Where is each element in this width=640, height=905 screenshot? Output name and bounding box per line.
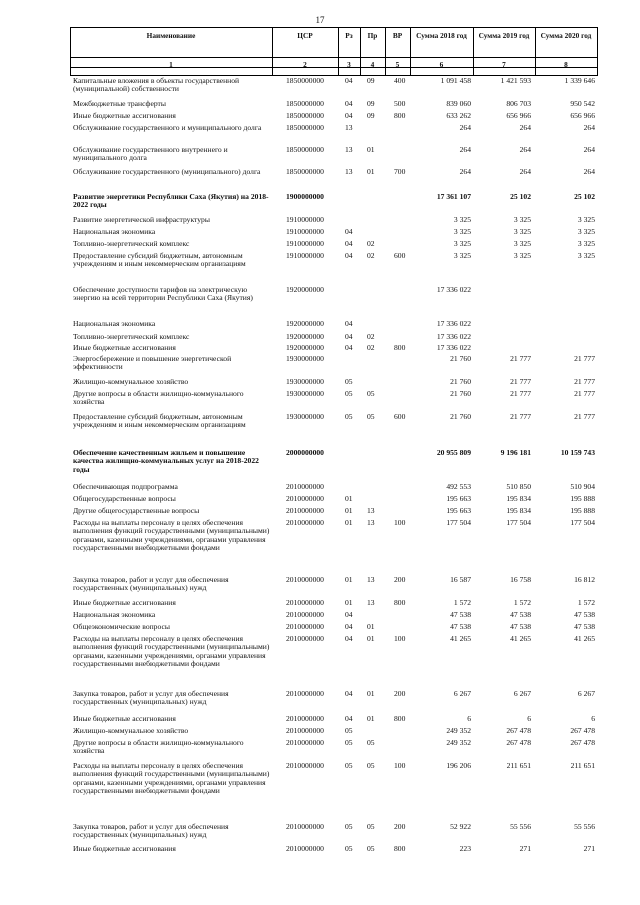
row-csr: 1920000000 — [286, 319, 324, 328]
header-num-6: 6 — [439, 60, 444, 69]
row-rz: 01 — [345, 506, 353, 515]
row-rz: 13 — [345, 123, 353, 132]
row-sum-2019: 9 196 181 — [500, 448, 531, 457]
row-sum-2020: 21 777 — [574, 354, 595, 363]
row-sum-2018: 264 — [459, 123, 471, 132]
row-sum-2019: 25 102 — [510, 192, 531, 201]
header-sum-2020: Сумма 2020 год — [540, 31, 592, 40]
row-rz: 04 — [345, 251, 353, 260]
row-sum-2019: 55 556 — [510, 822, 531, 831]
row-pr: 13 — [367, 575, 375, 584]
row-csr: 1850000000 — [286, 167, 324, 176]
row-sum-2018: 17 336 022 — [436, 285, 471, 294]
row-sum-2019: 21 777 — [510, 412, 531, 421]
row-sum-2020: 195 888 — [570, 506, 595, 515]
row-rz: 05 — [345, 377, 353, 386]
row-sum-2019: 16 758 — [510, 575, 531, 584]
row-sum-2019: 41 265 — [510, 634, 531, 643]
row-vr: 800 — [394, 598, 406, 607]
row-sum-2019: 264 — [519, 145, 531, 154]
row-csr: 1850000000 — [286, 111, 324, 120]
row-sum-2018: 20 955 809 — [436, 448, 471, 457]
row-sum-2018: 3 325 — [453, 227, 471, 236]
header-sum-2018: Сумма 2018 год — [416, 31, 467, 40]
header-num-4: 4 — [370, 60, 375, 69]
row-sum-2020: 10 159 743 — [560, 448, 595, 457]
row-csr: 1930000000 — [286, 412, 324, 421]
row-name: Развитие энергетической инфраструктуры — [73, 215, 210, 224]
row-sum-2019: 177 504 — [506, 518, 531, 527]
row-csr: 2010000000 — [286, 494, 324, 503]
row-csr: 2010000000 — [286, 482, 324, 491]
row-csr: 2010000000 — [286, 598, 324, 607]
row-sum-2020: 211 651 — [570, 761, 595, 770]
row-sum-2020: 510 904 — [570, 482, 595, 491]
header-num-7: 7 — [502, 60, 506, 69]
row-sum-2018: 47 538 — [450, 622, 471, 631]
row-csr: 1920000000 — [286, 332, 324, 341]
row-name: Энергосбережение и повышение энергетической эффективности — [73, 354, 232, 372]
row-csr: 1930000000 — [286, 389, 324, 398]
row-name: Национальная экономика — [73, 227, 156, 236]
row-sum-2020: 264 — [583, 123, 595, 132]
row-sum-2020: 3 325 — [577, 239, 595, 248]
row-sum-2018: 3 325 — [453, 215, 471, 224]
row-sum-2018: 195 663 — [446, 506, 471, 515]
row-pr: 13 — [367, 506, 375, 515]
row-rz: 04 — [345, 332, 353, 341]
row-vr: 600 — [394, 412, 406, 421]
row-sum-2020: 25 102 — [574, 192, 595, 201]
row-rz: 13 — [345, 167, 353, 176]
row-sum-2019: 267 478 — [506, 726, 531, 735]
row-vr: 800 — [394, 343, 406, 352]
row-pr: 01 — [367, 714, 375, 723]
row-sum-2019: 1 421 593 — [500, 76, 531, 85]
row-pr: 02 — [367, 332, 375, 341]
row-name: Другие общегосударственные вопросы — [73, 506, 200, 515]
row-pr: 02 — [367, 251, 375, 260]
row-sum-2018: 47 538 — [450, 610, 471, 619]
table-header — [70, 27, 598, 76]
row-pr: 09 — [367, 99, 375, 108]
row-sum-2019: 3 325 — [513, 227, 531, 236]
page-number: 17 — [315, 15, 325, 25]
row-pr: 05 — [367, 412, 375, 421]
row-pr: 13 — [367, 598, 375, 607]
row-sum-2020: 21 777 — [574, 412, 595, 421]
row-sum-2018: 21 760 — [450, 389, 471, 398]
row-sum-2018: 17 361 107 — [436, 192, 471, 201]
row-sum-2019: 195 834 — [506, 506, 531, 515]
row-sum-2020: 3 325 — [577, 251, 595, 260]
row-vr: 200 — [394, 689, 406, 698]
row-sum-2019: 21 777 — [510, 377, 531, 386]
row-rz: 05 — [345, 389, 353, 398]
row-sum-2020: 3 325 — [577, 215, 595, 224]
row-rz: 01 — [345, 494, 353, 503]
row-rz: 05 — [345, 412, 353, 421]
header-num-3: 3 — [347, 60, 351, 69]
row-rz: 04 — [345, 714, 353, 723]
row-sum-2018: 17 336 022 — [436, 319, 471, 328]
row-name: Расходы на выплаты персоналу в целях обеспечения выполнения функций государственными (муниципальными) органами, казенными учреждениями, органами управления государственными внебюджетными фондами — [73, 518, 270, 553]
row-rz: 05 — [345, 822, 353, 831]
row-sum-2019: 3 325 — [513, 215, 531, 224]
row-sum-2019: 264 — [519, 123, 531, 132]
row-sum-2018: 21 760 — [450, 412, 471, 421]
row-pr: 09 — [367, 76, 375, 85]
row-rz: 13 — [345, 145, 353, 154]
row-pr: 05 — [367, 822, 375, 831]
header-num-1: 1 — [169, 60, 173, 69]
header-rz: Рз — [345, 31, 353, 40]
row-pr: 01 — [367, 167, 375, 176]
row-name: Обеспечивающая подпрограмма — [73, 482, 178, 491]
row-rz: 04 — [345, 111, 353, 120]
row-rz: 04 — [345, 634, 353, 643]
row-sum-2018: 223 — [459, 844, 471, 853]
row-rz: 01 — [345, 575, 353, 584]
row-csr: 2010000000 — [286, 726, 324, 735]
row-sum-2019: 806 703 — [506, 99, 531, 108]
header-num-2: 2 — [303, 60, 307, 69]
row-vr: 100 — [394, 518, 406, 527]
row-rz: 04 — [345, 343, 353, 352]
row-sum-2019: 21 777 — [510, 389, 531, 398]
row-sum-2019: 3 325 — [513, 251, 531, 260]
row-sum-2020: 6 267 — [577, 689, 595, 698]
row-name: Межбюджетные трансферты — [73, 99, 166, 108]
row-csr: 2010000000 — [286, 689, 324, 698]
row-csr: 2010000000 — [286, 610, 324, 619]
row-pr: 13 — [367, 518, 375, 527]
row-csr: 2010000000 — [286, 714, 324, 723]
row-sum-2020: 1 572 — [577, 598, 595, 607]
row-vr: 800 — [394, 844, 406, 853]
row-name: Расходы на выплаты персоналу в целях обеспечения выполнения функций государственными (муниципальными) органами, казенными учреждениями, органами управления государственными внебюджетными фондами — [73, 634, 270, 669]
row-csr: 1900000000 — [286, 192, 324, 201]
row-name: Обеспечение качественным жильем и повышение качества жилищно-коммунальных услуг на 2018-2022 годы — [73, 448, 259, 474]
row-sum-2018: 249 352 — [446, 738, 471, 747]
row-sum-2018: 41 265 — [450, 634, 471, 643]
row-rz: 05 — [345, 726, 353, 735]
row-rz: 04 — [345, 622, 353, 631]
row-csr: 2010000000 — [286, 622, 324, 631]
row-vr: 100 — [394, 634, 406, 643]
row-csr: 2010000000 — [286, 506, 324, 515]
row-pr: 01 — [367, 634, 375, 643]
row-name: Иные бюджетные ассигнования — [73, 598, 176, 607]
row-sum-2020: 41 265 — [574, 634, 595, 643]
header-name: Наименование — [146, 31, 196, 40]
row-sum-2020: 656 966 — [570, 111, 595, 120]
row-name: Жилищно-коммунальное хозяйство — [73, 377, 189, 386]
row-sum-2020: 55 556 — [574, 822, 595, 831]
header-num-5: 5 — [395, 60, 400, 69]
row-sum-2018: 196 206 — [446, 761, 471, 770]
row-sum-2020: 1 339 646 — [564, 76, 595, 85]
row-csr: 1910000000 — [286, 251, 324, 260]
row-csr: 1910000000 — [286, 215, 324, 224]
row-pr: 05 — [367, 389, 375, 398]
row-rz: 04 — [345, 227, 353, 236]
row-pr: 02 — [367, 343, 375, 352]
row-sum-2018: 177 504 — [446, 518, 471, 527]
row-sum-2018: 21 760 — [450, 354, 471, 363]
row-vr: 200 — [394, 822, 406, 831]
row-name: Обеспечение доступности тарифов на электрическую энергию на всей территории Республики Саха (Якутия) — [73, 285, 253, 303]
row-sum-2020: 267 478 — [570, 726, 595, 735]
row-name: Развитие энергетики Республики Саха (Якутия) на 2018-2022 годы — [73, 192, 269, 210]
row-sum-2019: 6 — [527, 714, 531, 723]
row-sum-2020: 195 888 — [570, 494, 595, 503]
row-sum-2018: 6 — [467, 714, 471, 723]
row-pr: 01 — [367, 145, 375, 154]
row-rz: 05 — [345, 738, 353, 747]
row-name: Капитальные вложения в объекты государственной (муниципальной) собственности — [73, 76, 240, 94]
row-rz: 04 — [345, 76, 353, 85]
header-vr: ВР — [392, 31, 403, 40]
header-csr: ЦСР — [297, 31, 313, 40]
row-sum-2018: 3 325 — [453, 239, 471, 248]
header-num-8: 8 — [564, 60, 568, 69]
row-vr: 800 — [394, 714, 406, 723]
row-csr: 1920000000 — [286, 285, 324, 294]
row-sum-2018: 1 572 — [453, 598, 471, 607]
row-sum-2020: 16 812 — [574, 575, 595, 584]
row-rz: 04 — [345, 239, 353, 248]
row-sum-2020: 177 504 — [570, 518, 595, 527]
row-sum-2018: 3 325 — [453, 251, 471, 260]
row-csr: 2010000000 — [286, 518, 324, 527]
row-rz: 01 — [345, 518, 353, 527]
row-csr: 1910000000 — [286, 227, 324, 236]
row-csr: 2000000000 — [286, 448, 324, 457]
row-name: Закупка товаров, работ и услуг для обеспечения государственных (муниципальных) нужд — [73, 689, 229, 707]
row-name: Жилищно-коммунальное хозяйство — [73, 726, 189, 735]
row-sum-2019: 47 538 — [510, 610, 531, 619]
row-name: Национальная экономика — [73, 610, 156, 619]
row-name: Предоставление субсидий бюджетным, автономным учреждениям и иным некоммерческим организациям — [73, 251, 246, 269]
row-name: Закупка товаров, работ и услуг для обеспечения государственных (муниципальных) нужд — [73, 822, 229, 840]
row-sum-2018: 264 — [459, 145, 471, 154]
row-sum-2020: 47 538 — [574, 610, 595, 619]
row-name: Иные бюджетные ассигнования — [73, 343, 176, 352]
row-csr: 2010000000 — [286, 738, 324, 747]
row-sum-2018: 17 336 022 — [436, 332, 471, 341]
row-vr: 400 — [394, 76, 406, 85]
row-sum-2018: 249 352 — [446, 726, 471, 735]
row-sum-2020: 264 — [583, 145, 595, 154]
row-name: Общеэкономические вопросы — [73, 622, 170, 631]
row-vr: 700 — [394, 167, 406, 176]
row-sum-2020: 21 777 — [574, 389, 595, 398]
header-pr: Пр — [367, 31, 378, 40]
row-sum-2018: 52 922 — [450, 822, 471, 831]
row-csr: 2010000000 — [286, 634, 324, 643]
row-name: Обслуживание государственного внутреннего и муниципального долга — [73, 145, 228, 163]
row-sum-2020: 3 325 — [577, 227, 595, 236]
row-name: Иные бюджетные ассигнования — [73, 111, 176, 120]
row-sum-2019: 211 651 — [506, 761, 531, 770]
row-sum-2019: 6 267 — [513, 689, 531, 698]
row-sum-2018: 492 553 — [446, 482, 471, 491]
row-sum-2019: 510 850 — [506, 482, 531, 491]
row-csr: 1850000000 — [286, 76, 324, 85]
row-sum-2020: 6 — [591, 714, 595, 723]
row-vr: 500 — [394, 99, 406, 108]
row-rz: 04 — [345, 610, 353, 619]
row-pr: 05 — [367, 844, 375, 853]
row-sum-2020: 264 — [583, 167, 595, 176]
row-rz: 04 — [345, 319, 353, 328]
row-rz: 04 — [345, 689, 353, 698]
row-sum-2019: 47 538 — [510, 622, 531, 631]
row-rz: 05 — [345, 844, 353, 853]
row-sum-2018: 16 587 — [450, 575, 471, 584]
row-pr: 01 — [367, 622, 375, 631]
row-sum-2019: 271 — [519, 844, 531, 853]
row-sum-2020: 21 777 — [574, 377, 595, 386]
row-sum-2019: 1 572 — [513, 598, 531, 607]
row-sum-2020: 47 538 — [574, 622, 595, 631]
header-sum-2019: Сумма 2019 год — [478, 31, 530, 40]
row-name: Иные бюджетные ассигнования — [73, 844, 176, 853]
row-name: Иные бюджетные ассигнования — [73, 714, 176, 723]
row-csr: 1910000000 — [286, 239, 324, 248]
row-sum-2018: 264 — [459, 167, 471, 176]
row-sum-2020: 267 478 — [570, 738, 595, 747]
row-name: Другие вопросы в области жилищно-коммунального хозяйства — [73, 389, 244, 407]
row-csr: 2010000000 — [286, 844, 324, 853]
row-csr: 1920000000 — [286, 343, 324, 352]
row-sum-2020: 271 — [583, 844, 595, 853]
row-vr: 200 — [394, 575, 406, 584]
row-csr: 2010000000 — [286, 822, 324, 831]
row-sum-2020: 950 542 — [570, 99, 595, 108]
row-name: Национальная экономика — [73, 319, 156, 328]
row-name: Обслуживание государственного и муниципального долга — [73, 123, 262, 132]
row-sum-2018: 1 091 458 — [440, 76, 471, 85]
row-vr: 100 — [394, 761, 406, 770]
row-pr: 05 — [367, 761, 375, 770]
row-sum-2019: 195 834 — [506, 494, 531, 503]
row-csr: 1930000000 — [286, 377, 324, 386]
row-rz: 05 — [345, 761, 353, 770]
row-sum-2018: 17 336 022 — [436, 343, 471, 352]
row-name: Предоставление субсидий бюджетным, автономным учреждениям и иным некоммерческим организациям — [73, 412, 246, 430]
row-pr: 02 — [367, 239, 375, 248]
row-sum-2019: 3 325 — [513, 239, 531, 248]
row-sum-2019: 656 966 — [506, 111, 531, 120]
row-rz: 01 — [345, 598, 353, 607]
row-sum-2019: 264 — [519, 167, 531, 176]
row-sum-2019: 267 478 — [506, 738, 531, 747]
row-csr: 1850000000 — [286, 123, 324, 132]
row-name: Расходы на выплаты персоналу в целях обеспечения выполнения функций государственными (муниципальными) органами, казенными учреждениями, органами управления государственными внебюджетными фондами — [73, 761, 270, 796]
row-name: Другие вопросы в области жилищно-коммунального хозяйства — [73, 738, 244, 756]
row-name: Общегосударственные вопросы — [73, 494, 176, 503]
row-sum-2018: 6 267 — [453, 689, 471, 698]
row-sum-2018: 633 262 — [446, 111, 471, 120]
row-name: Обслуживание государственного (муниципального) долга — [73, 167, 261, 176]
row-csr: 2010000000 — [286, 761, 324, 770]
row-csr: 2010000000 — [286, 575, 324, 584]
row-pr: 01 — [367, 689, 375, 698]
row-csr: 1850000000 — [286, 145, 324, 154]
row-name: Топливно-энергетический комплекс — [73, 332, 190, 341]
row-pr: 09 — [367, 111, 375, 120]
row-sum-2018: 195 663 — [446, 494, 471, 503]
row-vr: 600 — [394, 251, 406, 260]
row-name: Закупка товаров, работ и услуг для обеспечения государственных (муниципальных) нужд — [73, 575, 229, 593]
row-pr: 05 — [367, 738, 375, 747]
row-sum-2018: 21 760 — [450, 377, 471, 386]
row-rz: 04 — [345, 99, 353, 108]
row-vr: 800 — [394, 111, 406, 120]
row-csr: 1850000000 — [286, 99, 324, 108]
row-sum-2019: 21 777 — [510, 354, 531, 363]
row-sum-2018: 839 060 — [446, 99, 471, 108]
row-csr: 1930000000 — [286, 354, 324, 363]
row-name: Топливно-энергетический комплекс — [73, 239, 190, 248]
